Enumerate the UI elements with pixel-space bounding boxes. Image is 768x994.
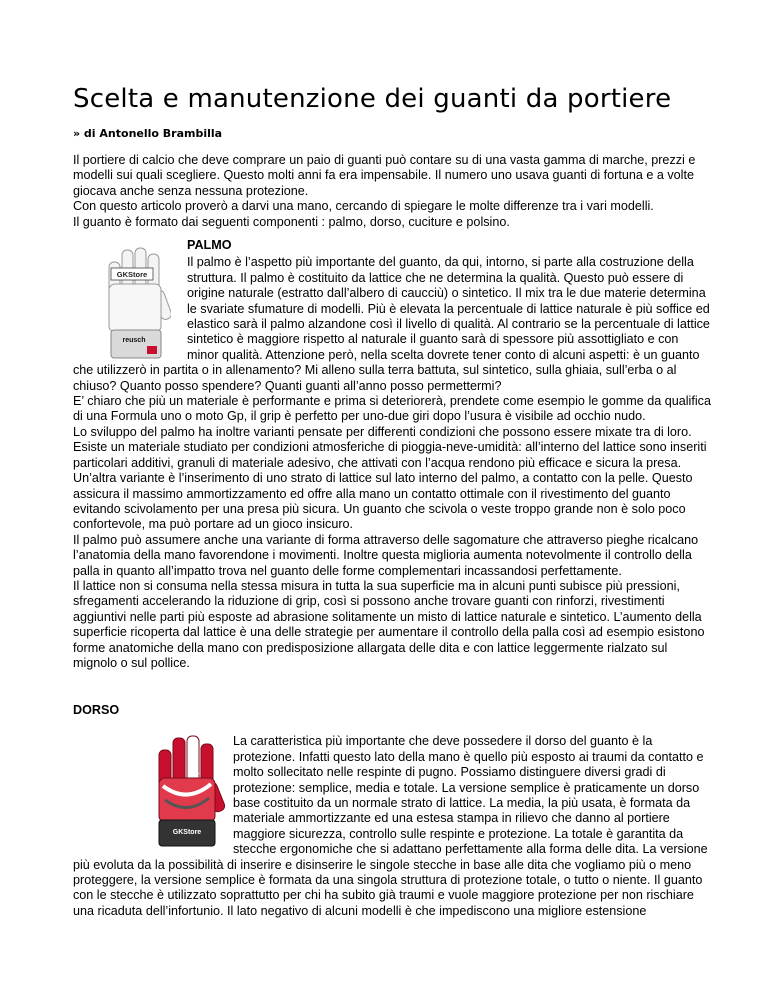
intro-paragraph: Con questo articolo proverò a darvi una mano, cercando di spiegare le molte differenze tra i vari modelli. [73, 199, 654, 214]
glove-palm-image [101, 244, 171, 362]
section-heading-palmo: PALMO [187, 238, 232, 252]
dorso-image-box [73, 734, 233, 854]
glove-brand-label: GKStore [116, 270, 148, 279]
intro-paragraph: Il guanto è formato dai seguenti componenti : palmo, dorso, cuciture e polsino. [73, 214, 510, 229]
palmo-paragraph: Esiste un materiale studiato per condizioni atmosferiche di pioggia-neve-umidità: all’interno del lattice sono inseriti particolari additivi, granuli di materiale adesivo, che attivati con l’acqua rendono più efficace e sicura la presa. [73, 440, 707, 470]
palmo-paragraph: E’ chiaro che più un materiale è performante e prima si deteriorerà, prendete come esempio le gomme da qualifica di una Formula uno o moto Gp, il grip è perfetto per uno-due giri dopo l’usura è visibile ad occhio nudo. [73, 394, 711, 424]
palmo-image-box [73, 238, 187, 362]
glove-back-image [151, 734, 227, 850]
article-title: Scelta e manutenzione dei guanti da portiere [73, 84, 672, 114]
glove-brand-label: reusch [191, 751, 200, 778]
palmo-paragraph: Un’altra variante è l’inserimento di uno strato di lattice sul lato interno del palmo, a contatto con la pelle. Questo assicura il massimo ammortizzamento ed offre alla mano un contatto ottimale con il rivestimento del guanto evitando scivolamento per una presa più sicura. Un guanto che scivola o veste troppo grande non è solo poco confortevole, ma può portare ad un gioco insicuro. [73, 471, 693, 532]
glove-wrist-label: GKStore [172, 829, 202, 837]
intro-section [73, 153, 713, 230]
dorso-paragraph: La caratteristica più importante che deve possedere il dorso del guanto è la protezione. Infatti questo lato della mano è quello più esposto ai traumi da contatto e molto sollecitato nelle respinte di pugno. Possiamo distinguere diversi gradi di protezione: semplice, media e totale. La versione semplice è praticamente un dorso base costituito da un normale strato di lattice. La media, la più usata, è formata da materiale ammortizzante ed una estesa stampa in rilievo che danno al portiere maggiore sicurezza, controllo sulle respinte e protezione. La totale è garantita da stecche ergonomiche che si adattano perfettamente alla forma delle dita. La versione più evoluta da la possibilità di inserire e disinserire le singole stecche in base alle dita che vogliamo più o meno proteggere, la versione semplice è formata da una singola struttura di protezione totale, o tutto o niente. Il guanto con le stecche è utilizzato soprattutto per chi ha subito già traumi e vuole maggiore protezione per non rischiare una ricaduta dell’infortunio. Il lato negativo di alcuni modelli è che impediscono una migliore estensione [73, 734, 708, 918]
dorso-section [73, 703, 713, 919]
glove-wrist-label: reusch [122, 337, 146, 344]
section-heading-dorso: DORSO [73, 703, 120, 717]
palmo-paragraph: Il palmo può assumere anche una variante di forma attraverso delle sagomature che attraverso pieghe ricalcano l’anatomia della mano favorendone i movimenti. Inoltre questa miglioria aumenta notevolmente il controllo della palla in quanto all’impatto trova nel guanto delle forme complementari incassandosi perfettamente. [73, 532, 699, 578]
intro-paragraph: Il portiere di calcio che deve comprare un paio di guanti può contare su di una vasta gamma di marche, prezzi e modelli sui quali scegliere. Questo molti anni fa era impensabile. Il numero uno usava guanti di fortuna e a volte giocava anche senza nessuna protezione. [73, 153, 696, 198]
palmo-paragraph: Il palmo è l’aspetto più importante del guanto, da qui, intorno, si parte alla costruzione della struttura. Il palmo è costituito da lattice che ne determina la qualità. Questo può essere di origine naturale (estratto dall’albero di caucciù) o sintetico. Il mix tra le due materie determina le svariate sfumature di modelli. Più è elevata la percentuale di lattice naturale è più soffice ed elastico sarà il palmo alzandone così il livello di qualità. Al contrario se la percentuale di lattice sintetico è maggiore rispetto al naturale il guanto sarà di spessore più assottigliato e con minor qualità. Attenzione però, nella scelta dovrete tener conto di alcuni aspetti: è un guanto che utilizzerò in partita o in allenamento? Mi alleno sulla terra battuta, sul sintetico, sulla ghiaia, sull’erba o al chiuso? Quanto posso spendere? Quanti guanti all’anno posso permettermi? [73, 255, 710, 393]
palmo-section [73, 238, 713, 671]
palmo-paragraph: Il lattice non si consuma nella stessa misura in tutta la sua superficie ma in alcuni punti subisce più pressioni, sfregamenti accelerando la riduzione di grip, così si possono anche trovare guanti con rinforzi, rivestimenti aggiuntivi nelle parti più esposte ad abrasione solitamente un misto di lattice naturale e sintetico. L’aumento della superficie ricoperta dal lattice è una delle strategie per aumentare il controllo della palla così ad esempio esistono forme anatomiche della mano con predisposizione allargata delle dita e con lattice leggermente rialzato sul mignolo o sul pollice. [73, 578, 705, 670]
palmo-paragraph: Lo sviluppo del palmo ha inoltre varianti pensate per differenti condizioni che possono essere mixate tra di loro. [73, 424, 692, 439]
article-byline: » di Antonello Brambilla [73, 127, 223, 140]
